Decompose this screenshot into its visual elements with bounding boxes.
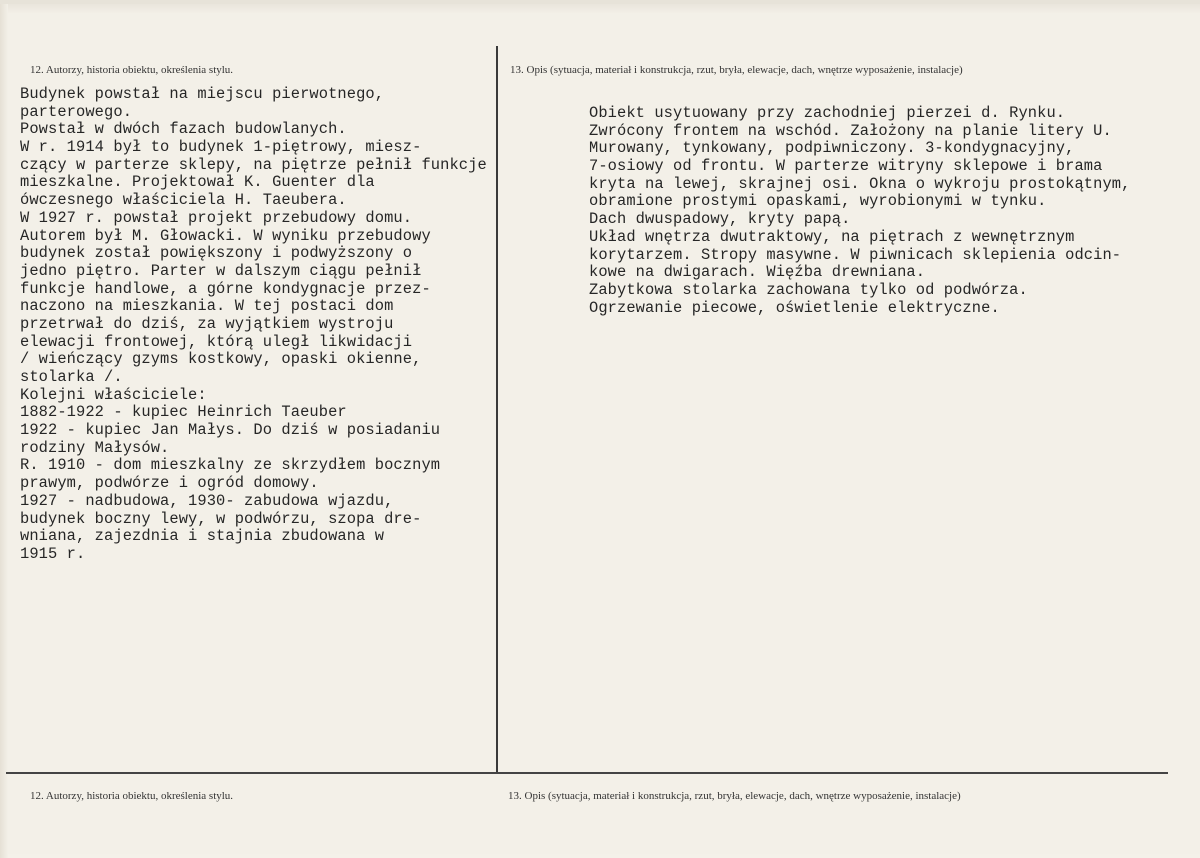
bottom-rule <box>6 772 1168 774</box>
text-line: elewacji frontowej, którą uległ likwidacji <box>20 332 413 351</box>
text-line: 7-osiowy od frontu. W parterze witryny sklepowe i brama <box>589 157 1103 176</box>
text-line: / wieńczący gzyms kostkowy, opaski okienne, <box>20 350 422 369</box>
text-line: Ogrzewanie piecowe, oświetlenie elektryczne. <box>589 298 1000 317</box>
section-13-heading: 13. Opis (sytuacja, materiał i konstrukcja, rzut, bryła, elewacje, dach, wnętrze wyposażenie, instalacje) <box>510 64 963 76</box>
text-line: budynek boczny lewy, w podwórzu, szopa dre- <box>20 509 422 528</box>
text-line: Budynek powstał na miejscu pierwotnego, <box>20 85 385 103</box>
text-line: 1927 - nadbudowa, 1930- zabudowa wjazdu, <box>20 491 394 510</box>
next-section-13-heading: 13. Opis (sytuacja, materiał i konstrukcja, rzut, bryła, elewacje, dach, wnętrze wyposażenie, instalacje) <box>508 790 961 802</box>
text-line: czący w parterze sklepy, na piętrze pełnił funkcje <box>20 155 487 174</box>
section-12-text <box>20 86 487 564</box>
text-line: rodziny Małysów. <box>20 438 170 457</box>
card-left-edge <box>0 4 8 858</box>
text-line: Układ wnętrza dwutraktowy, na piętrach z wewnętrznym <box>589 227 1075 246</box>
text-line: budynek został powiększony i podwyższony o <box>20 244 413 263</box>
text-line: 1922 - kupiec Jan Małys. Do dziś w posiadaniu <box>20 421 441 440</box>
text-line: kowe na dwigarach. Więźba drewniana. <box>589 263 926 282</box>
card-top-edge <box>0 4 1200 14</box>
next-section-12-heading: 12. Autorzy, historia obiektu, określenia stylu. <box>30 790 234 802</box>
text-line: wniana, zajezdnia i stajnia zbudowana w <box>20 527 385 546</box>
text-line: funkcje handlowe, a górne kondygnacje przez- <box>20 279 431 298</box>
text-line: prawym, podwórze i ogród domowy. <box>20 474 319 493</box>
text-line: Kolejni właściciele: <box>20 385 207 404</box>
text-line: jedno piętro. Parter w dalszym ciągu pełnił <box>20 261 422 280</box>
text-line: korytarzem. Stropy masywne. W piwnicach sklepienia odcin- <box>589 245 1122 264</box>
text-line: Dach dwuspadowy, kryty papą. <box>589 210 851 229</box>
text-line: 1882-1922 - kupiec Heinrich Taeuber <box>20 403 347 422</box>
column-divider <box>496 46 498 774</box>
text-line: Murowany, tynkowany, podpiwniczony. 3-kondygnacyjny, <box>589 139 1075 158</box>
text-line: R. 1910 - dom mieszkalny ze skrzydłem bocznym <box>20 456 441 475</box>
text-line: 1915 r. <box>20 544 86 563</box>
text-line: parterowego. <box>20 102 133 121</box>
text-line: naczono na mieszkania. W tej postaci dom <box>20 297 394 316</box>
text-line: ówczesnego właściciela H. Taeubera. <box>20 191 347 210</box>
section-12-heading: 12. Autorzy, historia obiektu, określenia stylu. <box>30 64 234 76</box>
text-line: Autorem był M. Głowacki. W wyniku przebudowy <box>20 226 431 245</box>
text-line: Zabytkowa stolarka zachowana tylko od podwórza. <box>589 280 1028 299</box>
section-13-text <box>589 105 1130 317</box>
text-line: przetrwał do dziś, za wyjątkiem wystroju <box>20 314 394 333</box>
text-line: mieszkalne. Projektował K. Guenter dla <box>20 173 375 192</box>
text-line: Powstał w dwóch fazach budowlanych. <box>20 120 347 139</box>
text-line: Zwrócony frontem na wschód. Założony na planie litery U. <box>589 121 1112 140</box>
text-line: kryta na lewej, skrajnej osi. Okna o wykroju prostokątnym, <box>589 174 1131 193</box>
text-line: stolarka /. <box>20 368 123 386</box>
text-line: obramione prostymi opaskami, wyrobionymi w tynku. <box>589 192 1047 211</box>
text-line: W r. 1914 był to budynek 1-piętrowy, miesz- <box>20 138 422 157</box>
text-line: W 1927 r. powstał projekt przebudowy domu. <box>20 208 413 227</box>
text-line: Obiekt usytuowany przy zachodniej pierzei d. Rynku. <box>589 104 1066 122</box>
